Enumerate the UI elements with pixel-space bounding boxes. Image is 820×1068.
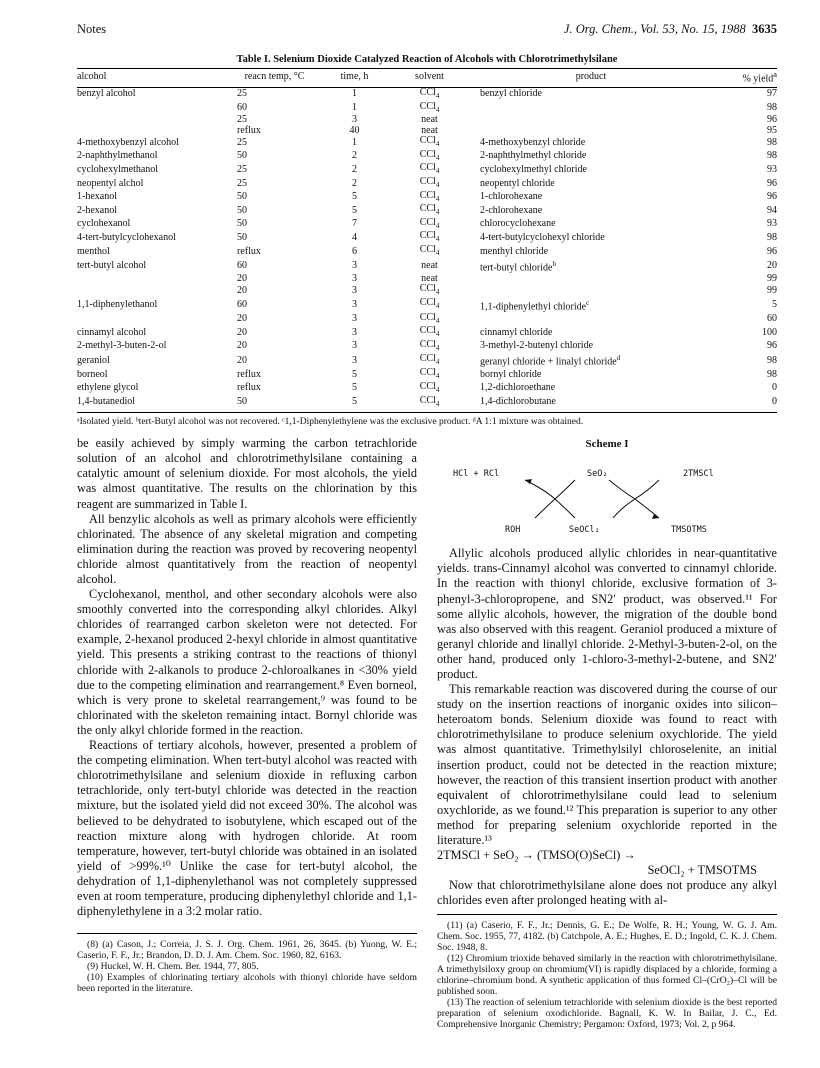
cell-solvent: CCl$_4$ — [419, 297, 440, 311]
cell-product — [472, 313, 702, 327]
reference-10: (10) Examples of chlorinating tertiary alcohols with thionyl chloride have seldom been reported in the literature. — [77, 972, 417, 995]
cell-yield: 98 — [767, 368, 777, 380]
table-row — [77, 298, 777, 313]
cell-alcohol: 2-hexanol — [77, 204, 117, 216]
cell-time: 5 — [352, 396, 357, 408]
cell-time: 3 — [352, 284, 357, 296]
cell-yield: 0 — [772, 396, 777, 408]
cell-temp: 20 — [237, 284, 247, 296]
cell-temp: 25 — [237, 177, 247, 189]
reference-9: (9) Huckel, W. H. Chem. Ber. 1944, 77, 805. — [87, 961, 259, 973]
scheme-title: Scheme I — [585, 438, 629, 451]
cell-temp: 50 — [237, 191, 247, 203]
cell-solvent: CCl$_4$ — [419, 148, 440, 162]
cell-product — [472, 102, 702, 116]
cell-yield: 5 — [772, 298, 777, 310]
cell-solvent: CCl$_4$ — [419, 86, 440, 100]
cell-yield: 98 — [767, 102, 777, 114]
scheme-label-tmsotms: TMSOTMS — [671, 525, 707, 536]
cell-product: 2-chlorohexane — [480, 204, 543, 216]
cell-product: 1-chlorohexane — [480, 191, 543, 203]
table-row — [77, 102, 777, 116]
cell-time: 3 — [352, 272, 357, 284]
results-table — [77, 68, 777, 413]
paragraph: be easily achieved by simply warming the carbon tetrachloride solution of an alcohol and chlorotrimethylsilane containing a catalytic amount of selenium dioxide. For most alcohols, the yield was almost quantitative. The results on the chlorination by this reagent are summarized in Table I. — [77, 436, 417, 511]
cell-time: 5 — [352, 204, 357, 216]
table-row — [77, 191, 777, 205]
cell-time: 3 — [352, 298, 357, 310]
body-columns — [77, 436, 777, 1030]
cell-alcohol: geraniol — [77, 354, 110, 366]
table-row — [77, 136, 777, 150]
journal-volume: Vol. 53, No. 15, 1988 — [640, 22, 746, 36]
cell-alcohol: neopentyl alchol — [77, 177, 144, 189]
table-row — [77, 204, 777, 218]
cell-yield: 98 — [767, 136, 777, 148]
col-header-solvent: solvent — [387, 69, 472, 88]
cell-time: 3 — [352, 259, 357, 271]
cell-alcohol: 4-tert-butylcyclohexanol — [77, 231, 176, 243]
cell-solvent: CCl$_4$ — [419, 230, 440, 244]
table-row — [77, 218, 777, 232]
paragraph: Cyclohexanol, menthol, and other secondary alcohols were also smoothly converted into the corresponding alkyl chlorides. Alkyl chlorides of rearranged carbon skeleton were not detected. For example, 2-hexanol produced 2-hexyl chloride in almost quantitative yield. This presents a striking contrast to the reactions of thionyl chloride with 2-alkanols to produce 2-chloroalkanes in <30% yield due to the competing elimination and rearrangement.⁸ Even borneol, which is very prone to skeletal rearrangement,⁹ was found to be chlorinated with the skeleton remaining intact. Bornyl chloride was the only alkyl chloride formed in the reaction. — [77, 587, 417, 737]
cell-solvent: CCl$_4$ — [419, 311, 440, 325]
cell-alcohol: 2-naphthylmethanol — [77, 150, 158, 162]
cell-alcohol: 2-methyl-3-buten-2-ol — [77, 340, 167, 352]
cell-temp: 50 — [237, 231, 247, 243]
cell-solvent: neat — [421, 124, 438, 136]
cell-yield: 95 — [767, 124, 777, 136]
scheme-label-seocl2: SeOCl₂ — [569, 525, 600, 536]
cell-alcohol: menthol — [77, 245, 110, 257]
cell-product: benzyl chloride — [480, 88, 542, 100]
cell-product: bornyl chloride — [480, 368, 542, 380]
left-column — [77, 436, 417, 1030]
table-row — [77, 353, 777, 368]
cell-yield: 96 — [767, 245, 777, 257]
cell-time: 3 — [352, 340, 357, 352]
cell-alcohol: 1-hexanol — [77, 191, 117, 203]
paragraph: Now that chlorotrimethylsilane alone does not produce any alkyl chlorides even after prolonged heating with al- — [437, 878, 777, 908]
cell-yield: 96 — [767, 191, 777, 203]
cell-temp: 25 — [237, 136, 247, 148]
cell-solvent: CCl$_4$ — [419, 283, 440, 297]
cell-time: 3 — [352, 313, 357, 325]
cell-alcohol — [77, 115, 227, 126]
cell-time: 5 — [352, 191, 357, 203]
cell-time: 2 — [352, 150, 357, 162]
cell-product — [472, 126, 702, 137]
cell-time: 5 — [352, 368, 357, 380]
scheme-label-roh: ROH — [505, 525, 521, 536]
cell-temp: 50 — [237, 204, 247, 216]
col-header-time: time, h — [322, 69, 387, 88]
cell-yield: 99 — [767, 272, 777, 284]
cell-solvent: CCl$_4$ — [419, 189, 440, 203]
cell-temp: 20 — [237, 313, 247, 325]
cell-temp: 20 — [237, 340, 247, 352]
cell-yield: 96 — [767, 340, 777, 352]
table-caption: Table I. Selenium Dioxide Catalyzed Reaction of Alcohols with Chlorotrimethylsilane — [236, 54, 618, 65]
journal-name: J. Org. Chem., — [563, 22, 638, 36]
yield-header-text: % yield — [742, 73, 774, 85]
cell-temp: reflux — [237, 368, 261, 380]
cell-yield: 94 — [767, 204, 777, 216]
scheme-arc — [525, 480, 575, 518]
equation-line-2: SeOCl₂ + TMSOTMS — [647, 863, 757, 878]
cell-yield: 98 — [767, 354, 777, 366]
cell-alcohol — [77, 274, 227, 285]
table-row — [77, 396, 777, 413]
cell-alcohol — [77, 313, 227, 327]
scheme-label-tmscl: 2TMSCl — [683, 469, 714, 480]
table-row — [77, 245, 777, 259]
cell-solvent: CCl$_4$ — [419, 325, 440, 339]
cell-time: 3 — [352, 114, 357, 126]
cell-temp: 25 — [237, 88, 247, 100]
cell-temp: 60 — [237, 259, 247, 271]
cell-yield: 100 — [762, 326, 777, 338]
table-row — [77, 340, 777, 354]
table-row — [77, 382, 777, 396]
references-right — [437, 914, 777, 1030]
table-row — [77, 163, 777, 177]
cell-time: 40 — [349, 124, 360, 136]
cell-product: 4-methoxybenzyl chloride — [480, 136, 586, 148]
cell-time: 3 — [352, 354, 357, 366]
reaction-equation — [437, 848, 777, 878]
cell-solvent: CCl$_4$ — [419, 353, 440, 367]
cell-alcohol: cyclohexanol — [77, 218, 131, 230]
cell-solvent: CCl$_4$ — [419, 216, 440, 230]
paragraph: Allylic alcohols produced allylic chlorides in near-quantitative yields. trans-Cinnamyl alcohol was converted to cinnamyl chloride. In the reaction with thionyl chloride, exclusive formation of 3-phenyl-3-chloropropene, and SN2′ product, was observed.¹¹ For some allylic alcohols, however, the migration of the double bond was also observed with this reagent. Geraniol produced a mixture of geranyl chloride and linallyl chloride. 2-Methyl-3-buten-2-ol, on the other hand, produced only 1-chloro-3-methyl-2-butene, and SN2′ product. — [437, 546, 777, 681]
section-label: Notes — [77, 22, 107, 36]
cell-time: 1 — [352, 136, 357, 148]
cell-alcohol: tert-butyl alcohol — [77, 259, 147, 271]
cell-product: 1,4-dichlorobutane — [480, 396, 556, 408]
cell-product: 1,2-dichloroethane — [480, 382, 556, 394]
cell-alcohol: 1,4-butanediol — [77, 396, 136, 408]
reference-8: (8) (a) Cason, J.; Correia, J. S. J. Org. Chem. 1961, 26, 3645. (b) Yuong, W. E.; Caserio, F. F., Jr.; Brandon, D. D. J. Am. Chem. Soc. 1960, 82, 6163. — [77, 939, 417, 962]
paragraph: This remarkable reaction was discovered during the course of our study on the insertion reactions of inorganic oxides into silicon–heteroatom bonds. Selenium dioxide was found to react with chlorotrimethylsilane to produce selenium oxychloride. The yield was almost quantitative. Trimethylsilyl chloroselenite, an initial insertion product, could not be detected in the reaction mixture; however, the reaction of this transient insertion product with another equivalent of chlorotrimethylsilane could lead to selenium oxychloride, as we found.¹² This preparation is superior to any other method for preparing selenium oxychloride reported in the literature.¹³ — [437, 682, 777, 848]
cell-alcohol: benzyl alcohol — [77, 88, 136, 100]
cell-alcohol: cyclohexylmethanol — [77, 163, 159, 175]
cell-solvent: CCl$_4$ — [419, 162, 440, 176]
scheme-diagram — [437, 454, 777, 536]
footnote-marker: c — [586, 298, 590, 307]
cell-solvent: CCl$_4$ — [419, 338, 440, 352]
cell-solvent: CCl$_4$ — [419, 380, 440, 394]
footnote-marker: b — [552, 259, 556, 268]
cell-temp: 50 — [237, 396, 247, 408]
cell-yield: 96 — [767, 177, 777, 189]
cell-yield: 96 — [767, 114, 777, 126]
equation-line-1: 2TMSCl + SeO₂ → (TMSO(O)SeCl) → — [437, 848, 636, 863]
cell-yield: 93 — [767, 163, 777, 175]
cell-solvent: CCl$_4$ — [419, 100, 440, 114]
footnote-marker: d — [616, 354, 621, 363]
cell-alcohol — [77, 102, 227, 116]
cell-temp: reflux — [237, 382, 261, 394]
table-row — [77, 326, 777, 340]
cell-yield: 60 — [767, 313, 777, 325]
cell-product: menthyl chloride — [480, 245, 549, 257]
cell-product: tert-butyl chloride$^b$ — [480, 259, 556, 273]
cell-product: 3-methyl-2-butenyl chloride — [480, 340, 594, 352]
cell-solvent: CCl$_4$ — [419, 394, 440, 408]
cell-temp: 50 — [237, 218, 247, 230]
table-row — [77, 177, 777, 191]
cell-temp: 20 — [237, 326, 247, 338]
journal-page — [77, 22, 777, 1030]
cell-product — [472, 284, 702, 298]
table-row — [77, 87, 777, 101]
cell-temp: 60 — [237, 102, 247, 114]
table-row — [77, 368, 777, 382]
cell-solvent: neat — [421, 259, 438, 271]
cell-temp: reflux — [237, 124, 261, 136]
cell-product: cyclohexylmethyl chloride — [480, 163, 587, 175]
cell-yield: 97 — [767, 88, 777, 100]
table-footnote: ᵃIsolated yield. ᵇtert-Butyl alcohol was not recovered. ᶜ1,1-Diphenylethylene was the exclusive product. ᵈA 1:1 mixture was obtained. — [77, 417, 584, 428]
cell-time: 1 — [352, 102, 357, 114]
table-body — [77, 87, 777, 412]
paragraph: All benzylic alcohols as well as primary alcohols were efficiently chlorinated. The absence of any skeletal migration and competing elimination during the reaction was proved by recovering neopentyl chloride almost quantitatively from the reaction of neopentyl alcohol. — [77, 511, 417, 586]
cell-product: chlorocyclohexane — [480, 218, 556, 230]
cell-alcohol — [77, 284, 227, 298]
cell-temp: 25 — [237, 114, 247, 126]
paragraph: Reactions of tertiary alcohols, however, presented a problem of the competing elimination. When tert-butyl alcohol was reacted with chlorotrimethylsilane and selenium dioxide in refluxing carbon tetrachloride, only tert-butyl chloride was detected in the reaction mixture, but the isolated yield did not exceed 30%. The alcohol was believed to be dehydrated to isobutylene, which escaped out of the reaction mixture along with hydrogen chloride. At room temperature, however, tert-butyl chloride was obtained in an isolated yield of >99%.¹⁰ Unlike the case for tert-butyl alcohol, the dehydration of 1,1-diphenylethanol was not completely suppressed even at room temperature, producing diphenylethyl chloride and 1,1-diphenylethylene in a 3:2 molar ratio. — [77, 738, 417, 919]
cell-alcohol: borneol — [77, 368, 108, 380]
cell-product: geranyl chloride + linalyl chloride$^d$ — [480, 354, 621, 368]
table-row — [77, 313, 777, 327]
running-header — [77, 22, 777, 44]
cell-time: 5 — [352, 382, 357, 394]
reference-11: (11) (a) Caserio, F. F., Jr.; Dennis, G. E.; De Wolfe, R. H.; Young, W. G. J. Am. Chem. Soc. 1955, 77, 4182. (b) Catchpole, A. E.; Hughes, E. D.; Ingold, C. K. J. Chem. Soc. 1948, 8. — [437, 920, 777, 954]
col-header-temp: reacn temp, °C — [227, 69, 322, 88]
cell-yield: 0 — [772, 382, 777, 394]
cell-yield: 98 — [767, 231, 777, 243]
col-header-yield — [702, 69, 777, 88]
right-column — [437, 436, 777, 1030]
table-row — [77, 259, 777, 274]
table-header-row — [77, 69, 777, 88]
reference-13: (13) The reaction of selenium tetrachloride with selenium dioxide is the best reported preparation of selenium oxodichloride. Bagnall, K. W. In Bailar, J. C., Ed. Comprehensive Inorganic Chemistry; Pergamon: Oxford, 1973; Vol. 2, p 964. — [437, 997, 777, 1031]
cell-product: cinnamyl chloride — [480, 326, 553, 338]
cell-solvent: CCl$_4$ — [419, 135, 440, 149]
cell-yield: 93 — [767, 218, 777, 230]
cell-product: 1,1-diphenylethyl chloride$^c$ — [480, 298, 590, 313]
cell-temp: 20 — [237, 354, 247, 366]
scheme-arc — [609, 480, 659, 518]
reference-12: (12) Chromium trioxide behaved similarly in the reaction with chlorotrimethylsilane. A trimethylsiloxy group on chromium(VI) is rapidly displaced by a chloride, forming a chlorine–chromium bond. A synthetic application of thus formed Cl–(CrO₂)–Cl will be published soon. — [437, 953, 777, 998]
cell-solvent: CCl$_4$ — [419, 176, 440, 190]
table-row — [77, 150, 777, 164]
journal-citation — [564, 22, 777, 44]
cell-product — [472, 115, 702, 126]
cell-temp: reflux — [237, 245, 261, 257]
page-number: 3635 — [752, 22, 777, 36]
cell-temp: 60 — [237, 298, 247, 310]
cell-time: 1 — [352, 88, 357, 100]
cell-solvent: CCl$_4$ — [419, 203, 440, 217]
cell-temp: 50 — [237, 150, 247, 162]
cell-yield: 99 — [767, 284, 777, 296]
cell-product: 2-naphthylmethyl chloride — [480, 150, 587, 162]
cell-time: 7 — [352, 218, 357, 230]
references-left — [77, 933, 417, 994]
cell-time: 4 — [352, 231, 357, 243]
cell-product: 4-tert-butylcyclohexyl chloride — [480, 231, 605, 243]
table-row — [77, 284, 777, 298]
scheme-label-seo2: SeO₂ — [587, 469, 608, 480]
cell-product: neopentyl chloride — [480, 177, 555, 189]
cell-alcohol — [77, 126, 227, 137]
cell-time: 2 — [352, 177, 357, 189]
scheme-label-hcl-rcl: HCl + RCl — [453, 469, 500, 480]
yield-header-sup: a — [773, 70, 777, 79]
cell-alcohol: 1,1-diphenylethanol — [77, 298, 158, 310]
cell-solvent: CCl$_4$ — [419, 244, 440, 258]
table-row — [77, 231, 777, 245]
cell-temp: 25 — [237, 163, 247, 175]
cell-yield: 20 — [767, 259, 777, 271]
cell-solvent: neat — [421, 114, 438, 126]
cell-time: 3 — [352, 326, 357, 338]
cell-product — [472, 274, 702, 285]
cell-temp: 20 — [237, 272, 247, 284]
cell-solvent: CCl$_4$ — [419, 367, 440, 381]
col-header-product: product — [472, 69, 702, 88]
cell-time: 2 — [352, 163, 357, 175]
cell-yield: 98 — [767, 150, 777, 162]
cell-alcohol: cinnamyl alcohol — [77, 326, 147, 338]
cell-time: 6 — [352, 245, 357, 257]
cell-alcohol: ethylene glycol — [77, 382, 139, 394]
col-header-alcohol: alcohol — [77, 69, 227, 88]
cell-solvent: neat — [421, 272, 438, 284]
cell-alcohol: 4-methoxybenzyl alcohol — [77, 136, 179, 148]
